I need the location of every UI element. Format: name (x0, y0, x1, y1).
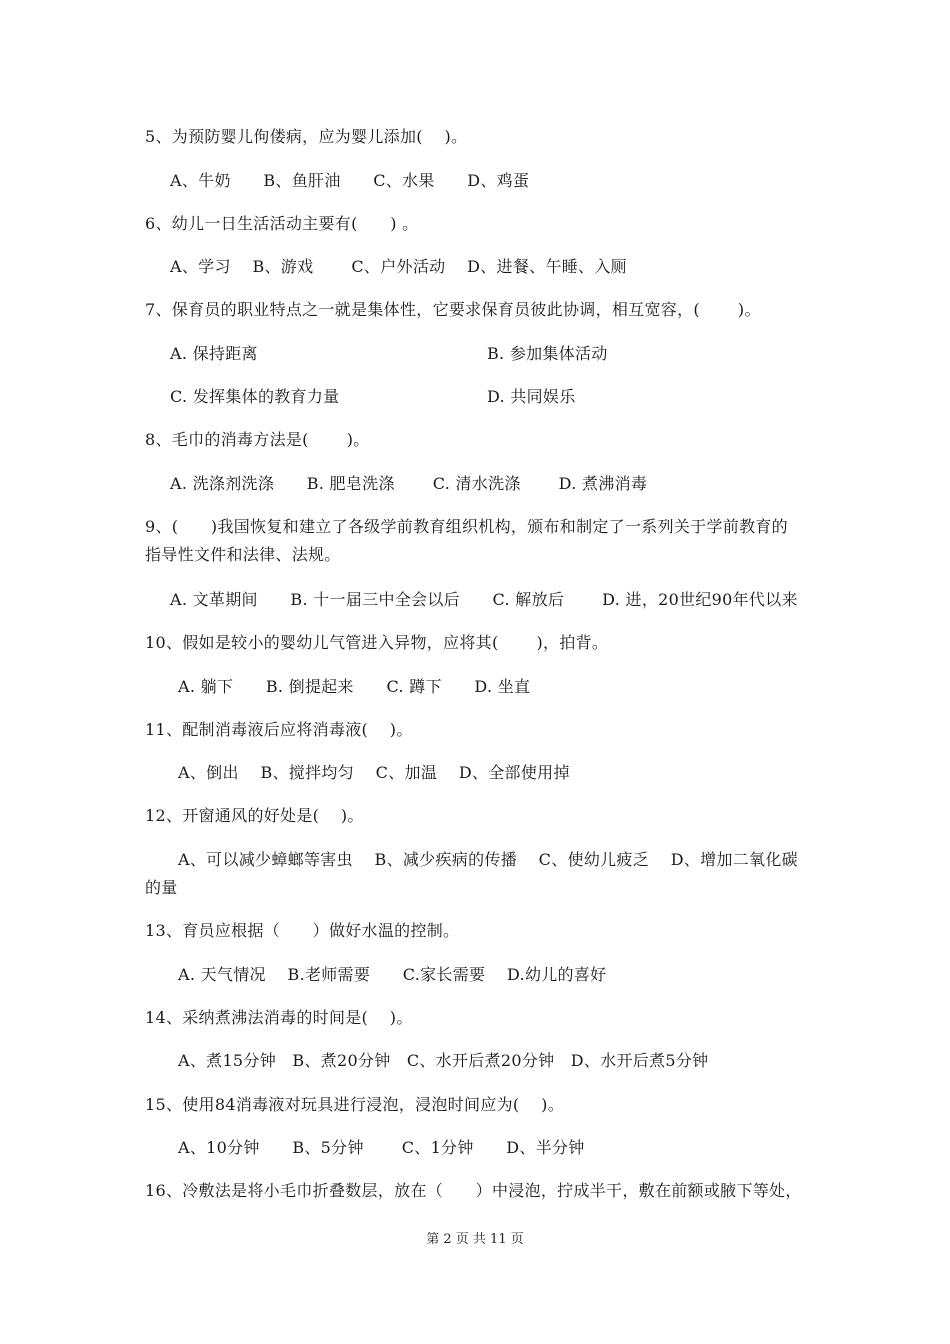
question-9: 9、( )我国恢复和建立了各级学前教育组织机构，颁布和制定了一系列关于学前教育的 (145, 517, 788, 536)
question-12: 12、开窗通风的好处是( )。 (145, 806, 364, 825)
question-13: 13、育员应根据（ ）做好水温的控制。 (145, 921, 460, 940)
question-15: 15、使用84消毒液对玩具进行浸泡，浸泡时间应为( )。 (145, 1095, 564, 1114)
question-8-options: A. 洗涤剂洗涤 B. 肥皂洗涤 C. 清水洗涤 D. 煮沸消毒 (170, 474, 648, 493)
page-footer: 第 2 页 共 11 页 (426, 1232, 524, 1247)
question-14: 14、采纳煮沸法消毒的时间是( )。 (145, 1008, 413, 1027)
question-9-continued: 指导性文件和法律、法规。 (145, 545, 341, 564)
question-7-option-b: B. 参加集体活动 (487, 344, 608, 363)
question-12-continued: 的量 (145, 878, 178, 897)
question-11-options: A、倒出 B、搅拌均匀 C、加温 D、全部使用掉 (178, 763, 570, 782)
question-7-option-c: C. 发挥集体的教育力量 (170, 387, 340, 406)
question-13-options: A. 天气情况 B.老师需要 C.家长需要 D.幼儿的喜好 (178, 965, 607, 984)
question-5-options: A、牛奶 B、鱼肝油 C、水果 D、鸡蛋 (170, 171, 530, 190)
question-10-options: A. 躺下 B. 倒提起来 C. 蹲下 D. 坐直 (178, 677, 531, 696)
question-14-options: A、煮15分钟 B、煮20分钟 C、水开后煮20分钟 D、水开后煮5分钟 (178, 1051, 709, 1070)
question-5: 5、为预防婴儿佝偻病，应为婴儿添加( )。 (145, 127, 468, 146)
question-16: 16、冷敷法是将小毛巾折叠数层，放在（ ）中浸泡，拧成半干，敷在前额或腋下等处， (145, 1181, 802, 1200)
question-12-options: A、可以减少蟑螂等害虫 B、减少疾病的传播 C、使幼儿疲乏 D、增加二氧化碳 (178, 850, 798, 869)
question-7-option-d: D. 共同娱乐 (487, 387, 576, 406)
question-9-options: A. 文革期间 B. 十一届三中全会以后 C. 解放后 D. 进，20世纪90年代以来 (170, 590, 798, 609)
question-7-option-a: A. 保持距离 (170, 344, 258, 363)
question-8: 8、毛巾的消毒方法是( )。 (145, 430, 370, 449)
question-6: 6、幼儿一日生活活动主要有( ) 。 (145, 214, 419, 233)
question-15-options: A、10分钟 B、5分钟 C、1分钟 D、半分钟 (178, 1138, 585, 1157)
question-10: 10、假如是较小的婴幼儿气管进入异物，应将其( )，拍背。 (145, 633, 609, 652)
question-7: 7、保育员的职业特点之一就是集体性，它要求保育员彼此协调，相互宽容，( )。 (145, 300, 761, 319)
question-6-options: A、学习 B、游戏 C、户外活动 D、进餐、午睡、入厕 (170, 257, 627, 276)
question-11: 11、配制消毒液后应将消毒液( )。 (145, 720, 413, 739)
